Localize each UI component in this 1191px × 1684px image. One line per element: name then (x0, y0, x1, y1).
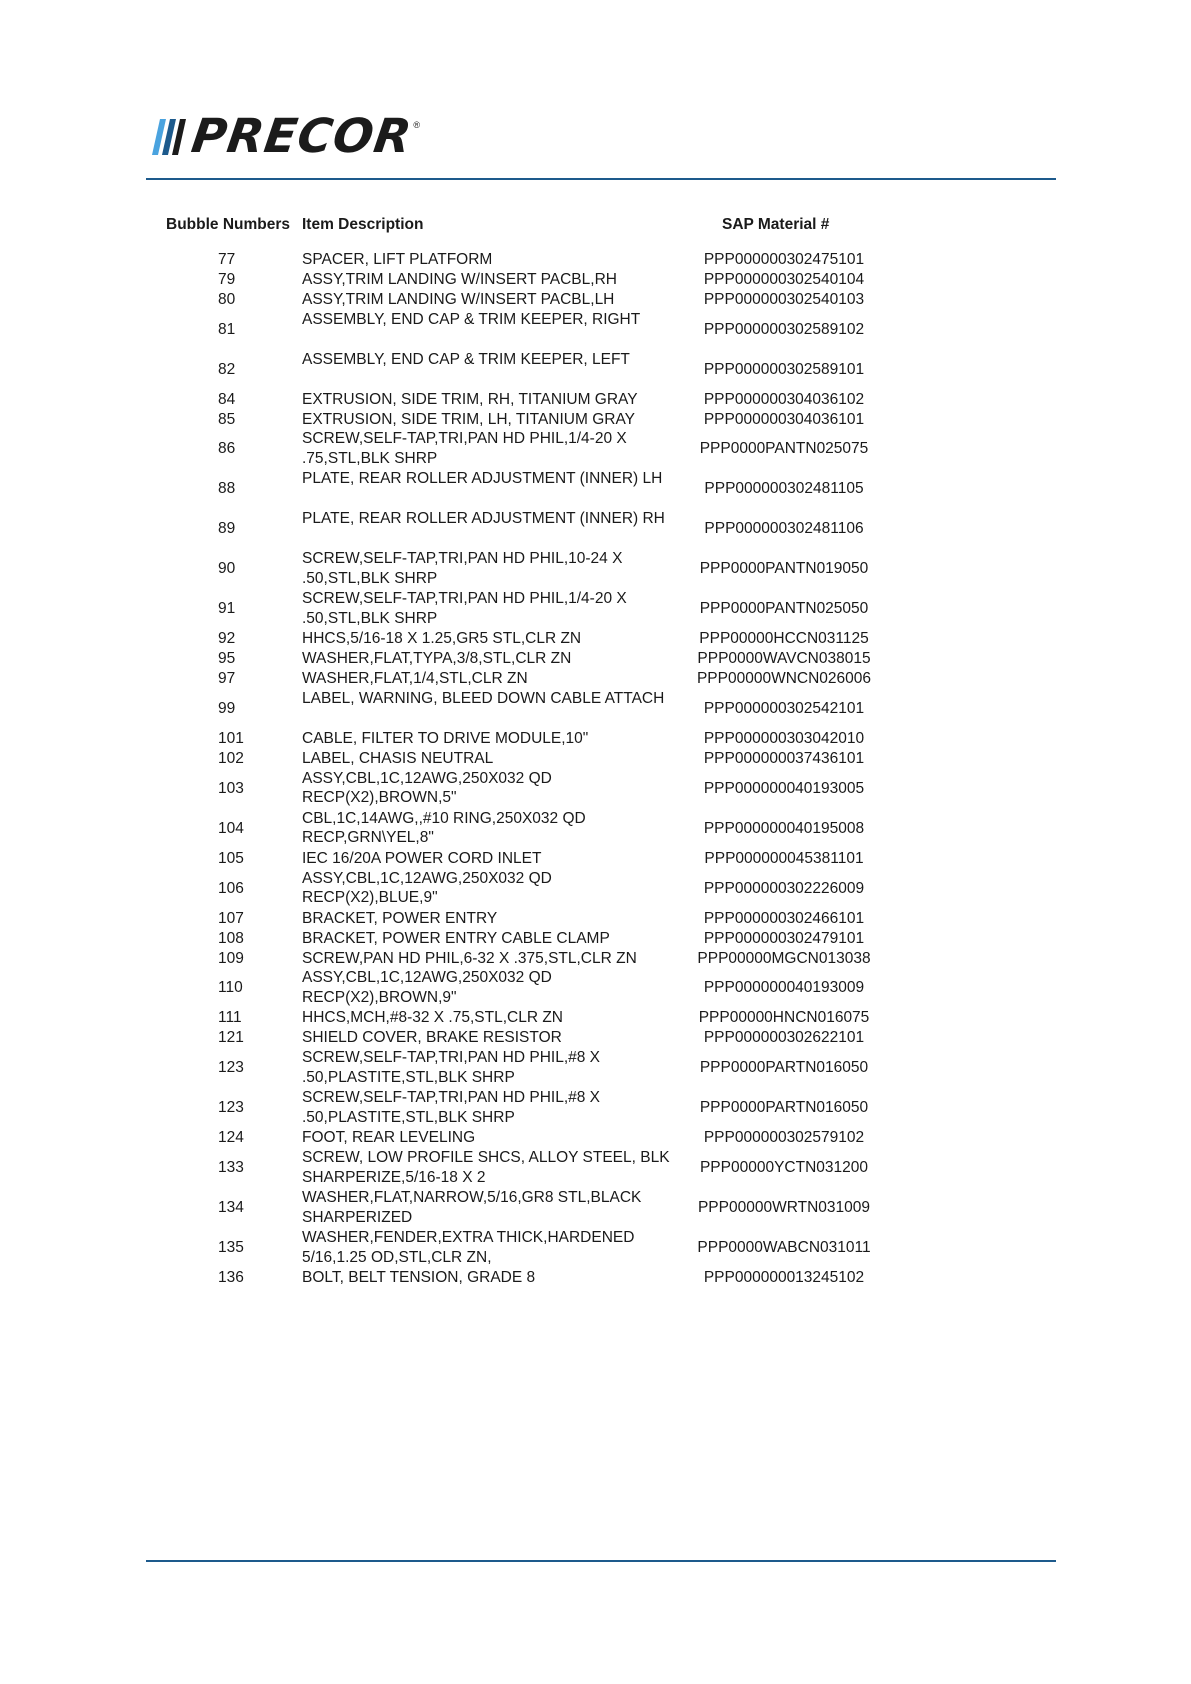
sap-material-number: PPP000000302481106 (704, 520, 864, 538)
column-header-bubble-numbers: Bubble Numbers (166, 216, 291, 233)
item-description (302, 1148, 672, 1188)
logo-stripes-icon (150, 117, 192, 157)
item-description (302, 1008, 672, 1028)
sap-material-number: PPP000000303042010 (703, 730, 865, 748)
item-description (302, 1188, 672, 1228)
bubble-number: 99 (218, 700, 236, 718)
bubble-number: 92 (218, 630, 236, 648)
bubble-number: 104 (218, 819, 244, 837)
sap-material-number: PPP0000PANTN025075 (699, 440, 869, 458)
sap-material-number: PPP000000302589102 (703, 320, 865, 338)
table-row (0, 949, 1191, 969)
table-row (0, 509, 1191, 549)
parts-table (0, 214, 1191, 1288)
bubble-number: 108 (218, 929, 244, 947)
item-description (302, 769, 672, 809)
item-description (302, 1048, 672, 1088)
table-row (0, 549, 1191, 589)
sap-material-number: PPP00000HCCN031125 (699, 630, 869, 648)
item-description (302, 1028, 672, 1048)
bubble-number: 81 (218, 320, 236, 338)
item-description-text: PLATE, REAR ROLLER ADJUSTMENT (INNER) RH (302, 510, 665, 528)
bubble-number: 123 (218, 1059, 244, 1077)
item-description-text: LABEL, WARNING, BLEED DOWN CABLE ATTACH (302, 690, 665, 708)
table-row (0, 1188, 1191, 1228)
item-description (302, 509, 672, 549)
item-description-text: ASSEMBLY, END CAP & TRIM KEEPER, LEFT (302, 350, 630, 368)
table-row (0, 1268, 1191, 1288)
sap-material-number: PPP000000302589101 (703, 360, 865, 378)
table-row (0, 629, 1191, 649)
item-description-text: BRACKET, POWER ENTRY CABLE CLAMP (302, 929, 610, 947)
table-row (0, 270, 1191, 290)
item-description-text: WASHER,FENDER,EXTRA THICK,HARDENED 5/16,1.25 OD,STL,CLR ZN, (302, 1229, 635, 1266)
table-row (0, 729, 1191, 749)
item-description (302, 669, 672, 689)
table-row (0, 1008, 1191, 1028)
item-description (302, 270, 672, 290)
bubble-number: 105 (218, 849, 244, 867)
bubble-number: 97 (218, 670, 236, 688)
column-header-sap-material: SAP Material # (722, 216, 830, 233)
item-description (302, 429, 672, 469)
sap-material-number: PPP000000302540103 (703, 290, 865, 308)
item-description (302, 469, 672, 509)
table-row (0, 749, 1191, 769)
registered-mark: ® (413, 120, 421, 130)
item-description (302, 968, 672, 1008)
item-description-text: SHIELD COVER, BRAKE RESISTOR (302, 1029, 562, 1047)
sap-material-number: PPP000000037436101 (703, 749, 865, 767)
sap-material-number: PPP000000304036102 (703, 390, 865, 408)
bubble-number: 88 (218, 480, 236, 498)
item-description (302, 749, 672, 769)
table-row (0, 469, 1191, 509)
footer-divider (146, 1560, 1056, 1562)
bubble-number: 91 (218, 600, 236, 618)
table-row (0, 769, 1191, 809)
item-description-text: WASHER,FLAT,1/4,STL,CLR ZN (302, 670, 528, 688)
bubble-number: 82 (218, 360, 236, 378)
item-description-text: ASSY,CBL,1C,12AWG,250X032 QD RECP(X2),BLUE,9" (302, 869, 552, 907)
item-description (302, 929, 672, 949)
sap-material-number: PPP000000040193009 (703, 979, 865, 997)
item-description (302, 729, 672, 749)
bubble-number: 89 (218, 520, 236, 538)
logo-wordmark: PRECOR (188, 109, 416, 164)
item-description (302, 350, 672, 390)
item-description-text: ASSY,TRIM LANDING W/INSERT PACBL,RH (302, 270, 617, 288)
sap-material-number: PPP000000302466101 (703, 909, 865, 927)
item-description-text: SCREW,SELF-TAP,TRI,PAN HD PHIL,1/4-20 X .75,STL,BLK SHRP (302, 430, 627, 467)
item-description (302, 589, 672, 629)
sap-material-number: PPP00000WRTN031009 (697, 1199, 871, 1217)
sap-material-number: PPP000000304036101 (703, 410, 865, 428)
sap-material-number: PPP0000WABCN031011 (697, 1239, 871, 1257)
bubble-number: 95 (218, 650, 236, 668)
table-body (0, 250, 1191, 1288)
sap-material-number: PPP0000PARTN016050 (699, 1099, 869, 1117)
item-description (302, 310, 672, 350)
item-description-text: ASSEMBLY, END CAP & TRIM KEEPER, RIGHT (302, 310, 641, 328)
item-description (302, 849, 672, 869)
bubble-number: 77 (218, 250, 236, 268)
bubble-number: 111 (218, 1009, 242, 1027)
sap-material-number: PPP00000YCTN031200 (699, 1159, 869, 1177)
bubble-number: 80 (218, 290, 236, 308)
bubble-number: 121 (218, 1029, 244, 1047)
item-description-text: HHCS,5/16-18 X 1.25,GR5 STL,CLR ZN (302, 630, 582, 648)
sap-material-number: PPP000000302481105 (704, 480, 864, 498)
table-row (0, 1228, 1191, 1268)
bubble-number: 106 (218, 879, 244, 897)
item-description-text: FOOT, REAR LEVELING (302, 1129, 476, 1147)
table-row (0, 290, 1191, 310)
item-description-text: CABLE, FILTER TO DRIVE MODULE,10" (302, 730, 589, 748)
item-description (302, 390, 672, 410)
table-row (0, 310, 1191, 350)
item-description (302, 410, 672, 430)
table-row (0, 1088, 1191, 1128)
item-description (302, 869, 672, 909)
bubble-number: 101 (218, 730, 244, 748)
header-divider (146, 178, 1056, 180)
table-row (0, 669, 1191, 689)
sap-material-number: PPP000000302540104 (703, 270, 865, 288)
item-description (302, 1268, 672, 1288)
bubble-number: 135 (218, 1239, 244, 1257)
item-description (302, 629, 672, 649)
item-description-text: IEC 16/20A POWER CORD INLET (302, 849, 542, 867)
sap-material-number: PPP0000PANTN019050 (699, 560, 869, 578)
item-description (302, 909, 672, 929)
table-row (0, 689, 1191, 729)
sap-material-number: PPP00000MGCN013038 (697, 949, 871, 967)
item-description-text: BRACKET, POWER ENTRY (302, 909, 498, 927)
item-description-text: ASSY,CBL,1C,12AWG,250X032 QD RECP(X2),BROWN,9" (302, 969, 552, 1006)
bubble-number: 86 (218, 440, 236, 458)
bubble-number: 107 (218, 909, 244, 927)
table-row (0, 1048, 1191, 1088)
item-description (302, 250, 672, 270)
table-row (0, 350, 1191, 390)
sap-material-number: PPP000000302226009 (703, 879, 865, 897)
item-description-text: EXTRUSION, SIDE TRIM, RH, TITANIUM GRAY (302, 390, 638, 408)
item-description-text: HHCS,MCH,#8-32 X .75,STL,CLR ZN (302, 1009, 563, 1027)
item-description-text: PLATE, REAR ROLLER ADJUSTMENT (INNER) LH (302, 470, 663, 488)
table-row (0, 909, 1191, 929)
item-description (302, 689, 672, 729)
table-row (0, 429, 1191, 469)
column-header-item-description: Item Description (302, 216, 424, 233)
sap-material-number: PPP000000040193005 (703, 779, 865, 797)
item-description (302, 649, 672, 669)
bubble-number: 85 (218, 410, 236, 428)
table-row (0, 968, 1191, 1008)
item-description-text: CBL,1C,14AWG,,#10 RING,250X032 QD RECP,GRN\YEL,8" (302, 809, 586, 847)
item-description-text: ASSY,CBL,1C,12AWG,250X032 QD RECP(X2),BROWN,5" (302, 769, 552, 807)
bubble-number: 124 (218, 1129, 244, 1147)
sap-material-number: PPP0000WAVCN038015 (697, 650, 871, 668)
item-description (302, 809, 672, 849)
item-description-text: BOLT, BELT TENSION, GRADE 8 (302, 1269, 536, 1287)
bubble-number: 133 (218, 1159, 244, 1177)
bubble-number: 109 (218, 949, 244, 967)
item-description (302, 1228, 672, 1268)
sap-material-number: PPP000000302579102 (703, 1129, 865, 1147)
item-description-text: SCREW, LOW PROFILE SHCS, ALLOY STEEL, BLK SHARPERIZE,5/16-18 X 2 (302, 1149, 670, 1186)
item-description-text: SCREW,SELF-TAP,TRI,PAN HD PHIL,#8 X .50,PLASTITE,STL,BLK SHRP (302, 1089, 601, 1126)
table-row (0, 929, 1191, 949)
item-description-text: LABEL, CHASIS NEUTRAL (302, 750, 494, 768)
sap-material-number: PPP000000045381101 (704, 849, 864, 867)
bubble-number: 79 (218, 270, 236, 288)
item-description (302, 1088, 672, 1128)
item-description-text: SCREW,SELF-TAP,TRI,PAN HD PHIL,10-24 X .50,STL,BLK SHRP (302, 550, 623, 587)
table-row (0, 1028, 1191, 1048)
bubble-number: 134 (218, 1199, 244, 1217)
bubble-number: 102 (218, 749, 244, 767)
item-description (302, 549, 672, 589)
table-row (0, 809, 1191, 849)
sap-material-number: PPP000000302475101 (703, 250, 865, 268)
item-description-text: WASHER,FLAT,TYPA,3/8,STL,CLR ZN (302, 650, 572, 668)
table-row (0, 1128, 1191, 1148)
bubble-number: 110 (218, 979, 243, 997)
item-description-text: SPACER, LIFT PLATFORM (302, 251, 493, 268)
bubble-number: 136 (218, 1269, 244, 1287)
item-description (302, 290, 672, 310)
sap-material-number: PPP000000040195008 (703, 819, 865, 837)
item-description (302, 1128, 672, 1148)
table-row (0, 1148, 1191, 1188)
bubble-number: 84 (218, 390, 236, 408)
table-header (0, 214, 1191, 238)
sap-material-number: PPP000000302542101 (703, 700, 865, 718)
item-description-text: SCREW,PAN HD PHIL,6-32 X .375,STL,CLR ZN (302, 949, 637, 967)
item-description-text: ASSY,TRIM LANDING W/INSERT PACBL,LH (302, 290, 615, 308)
table-row (0, 410, 1191, 430)
sap-material-number: PPP00000WNCN026006 (696, 670, 872, 688)
table-row (0, 250, 1191, 270)
table-row (0, 589, 1191, 629)
item-description-text: SCREW,SELF-TAP,TRI,PAN HD PHIL,#8 X .50,PLASTITE,STL,BLK SHRP (302, 1049, 601, 1086)
table-row (0, 849, 1191, 869)
item-description-text: SCREW,SELF-TAP,TRI,PAN HD PHIL,1/4-20 X .50,STL,BLK SHRP (302, 590, 627, 627)
precor-logo (150, 109, 421, 164)
sap-material-number: PPP0000PANTN025050 (699, 600, 869, 618)
sap-material-number: PPP000000302479101 (703, 929, 865, 947)
table-row (0, 390, 1191, 410)
item-description-text: EXTRUSION, SIDE TRIM, LH, TITANIUM GRAY (302, 410, 636, 428)
sap-material-number: PPP000000013245102 (703, 1269, 865, 1287)
table-row (0, 649, 1191, 669)
item-description-text: WASHER,FLAT,NARROW,5/16,GR8 STL,BLACK SHARPERIZED (302, 1189, 642, 1226)
table-row (0, 869, 1191, 909)
bubble-number: 103 (218, 779, 244, 797)
sap-material-number: PPP00000HNCN016075 (698, 1009, 870, 1027)
sap-material-number: PPP000000302622101 (703, 1029, 865, 1047)
sap-material-number: PPP0000PARTN016050 (699, 1059, 869, 1077)
bubble-number: 123 (218, 1099, 244, 1117)
bubble-number: 90 (218, 560, 236, 578)
item-description (302, 949, 672, 969)
